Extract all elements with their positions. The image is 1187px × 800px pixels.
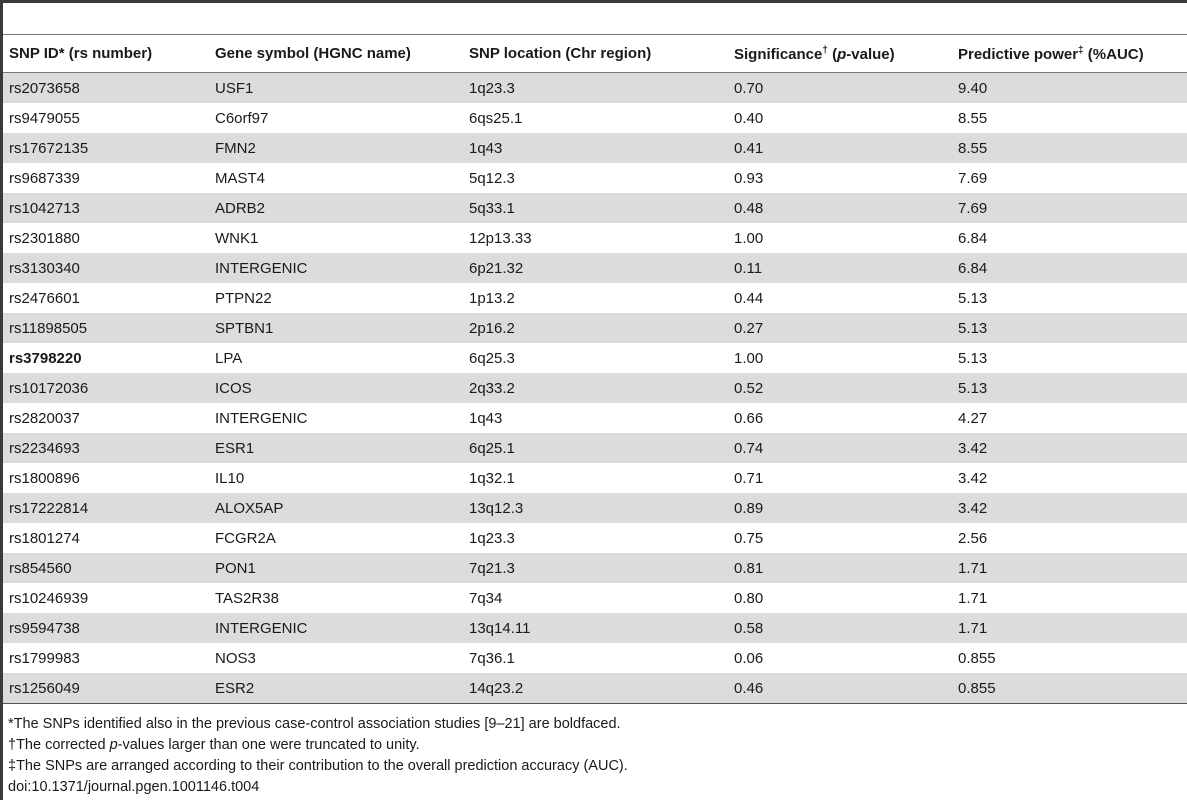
cell-gene-symbol: C6orf97	[215, 109, 269, 127]
cell-predictive-power: 7.69	[952, 193, 1187, 223]
cell-snp-location: 1q23.3	[469, 529, 515, 547]
table-row	[3, 283, 1187, 313]
table-row	[3, 403, 1187, 433]
header-predictive-power: Predictive power‡ (%AUC)	[952, 35, 1187, 73]
table-row	[3, 163, 1187, 193]
cell-significance: 0.81	[728, 553, 952, 583]
cell-predictive-power: 1.71	[952, 613, 1187, 643]
table-row	[3, 133, 1187, 163]
cell-predictive-power: 8.55	[952, 133, 1187, 163]
table-row	[3, 193, 1187, 223]
cell-snp-location: 1q23.3	[463, 73, 728, 104]
cell-predictive-power: 7.69	[958, 169, 988, 187]
cell-significance: 0.46	[728, 673, 952, 704]
cell-significance: 0.71	[734, 469, 764, 487]
cell-snp-id: rs1042713	[3, 193, 209, 223]
cell-predictive-power: 6.84	[958, 229, 988, 247]
cell-predictive-power: 5.13	[958, 349, 988, 367]
cell-gene-symbol: TAS2R38	[215, 589, 279, 607]
table-row	[3, 373, 1187, 403]
cell-snp-location: 6q25.1	[463, 433, 728, 463]
cell-predictive-power: 6.84	[952, 253, 1187, 283]
cell-significance: 0.11	[728, 253, 952, 283]
cell-snp-id: rs1801274	[9, 529, 80, 547]
table-row	[3, 223, 1187, 253]
cell-predictive-power: 5.13	[958, 289, 988, 307]
cell-snp-location: 6p21.32	[463, 253, 728, 283]
table-row	[3, 463, 1187, 493]
header-snp-id: SNP ID* (rs number)	[3, 35, 209, 73]
cell-snp-location: 12p13.33	[469, 229, 532, 247]
cell-snp-location: 5q12.3	[469, 169, 515, 187]
table-row	[3, 583, 1187, 613]
table-row	[3, 493, 1187, 523]
cell-gene-symbol: ALOX5AP	[209, 493, 463, 523]
cell-snp-id: rs2476601	[9, 289, 80, 307]
cell-significance: 0.41	[728, 133, 952, 163]
cell-gene-symbol: IL10	[215, 469, 245, 487]
cell-significance: 0.70	[728, 73, 952, 104]
cell-gene-symbol: INTERGENIC	[209, 253, 463, 283]
cell-gene-symbol: ADRB2	[209, 193, 463, 223]
table-footnotes	[3, 704, 1187, 798]
cell-gene-symbol: INTERGENIC	[209, 613, 463, 643]
cell-predictive-power: 8.55	[958, 109, 988, 127]
cell-snp-location: 2p16.2	[463, 313, 728, 343]
cell-gene-symbol: ICOS	[209, 373, 463, 403]
cell-snp-id: rs3130340	[3, 253, 209, 283]
cell-snp-id: rs10246939	[9, 589, 89, 607]
cell-snp-location: 6q25.3	[469, 349, 515, 367]
cell-snp-id: rs1799983	[9, 649, 80, 667]
table-row	[3, 433, 1187, 463]
table-row	[3, 643, 1187, 673]
table-row	[3, 673, 1187, 704]
cell-gene-symbol: LPA	[215, 349, 243, 367]
cell-snp-id: rs2820037	[9, 409, 80, 427]
cell-predictive-power: 3.42	[952, 493, 1187, 523]
cell-snp-id: rs9479055	[9, 109, 80, 127]
table-top-band	[3, 3, 1187, 35]
cell-gene-symbol: FMN2	[209, 133, 463, 163]
cell-predictive-power: 5.13	[952, 313, 1187, 343]
cell-predictive-power: 5.13	[952, 373, 1187, 403]
footnote-doi: doi:10.1371/journal.pgen.1001146.t004	[8, 779, 260, 795]
cell-snp-location: 2q33.2	[463, 373, 728, 403]
cell-gene-symbol: ESR2	[209, 673, 463, 704]
cell-snp-id: rs854560	[3, 553, 209, 583]
cell-gene-symbol: USF1	[209, 73, 463, 104]
cell-gene-symbol: SPTBN1	[209, 313, 463, 343]
cell-snp-id: rs2301880	[9, 229, 80, 247]
table-row	[3, 73, 1187, 104]
snp-table	[3, 35, 1187, 704]
table-row	[3, 343, 1187, 373]
table-row	[3, 523, 1187, 553]
cell-significance: 0.48	[728, 193, 952, 223]
header-gene-symbol: Gene symbol (HGNC name)	[209, 35, 463, 73]
cell-snp-location: 1p13.2	[469, 289, 515, 307]
header-snp-location: SNP location (Chr region)	[463, 35, 728, 73]
cell-snp-location: 14q23.2	[463, 673, 728, 704]
header-row	[3, 35, 1187, 73]
cell-gene-symbol: ESR1	[209, 433, 463, 463]
cell-gene-symbol: INTERGENIC	[215, 409, 308, 427]
cell-snp-id: rs1256049	[3, 673, 209, 704]
cell-snp-id: rs3798220	[9, 349, 82, 367]
cell-gene-symbol: NOS3	[215, 649, 256, 667]
cell-gene-symbol: PON1	[209, 553, 463, 583]
cell-significance: 0.66	[734, 409, 764, 427]
cell-snp-id: rs11898505	[3, 313, 209, 343]
cell-snp-location: 13q14.11	[463, 613, 728, 643]
cell-significance: 0.44	[734, 289, 764, 307]
cell-snp-id: rs17222814	[3, 493, 209, 523]
table-row	[3, 553, 1187, 583]
cell-predictive-power: 3.42	[952, 433, 1187, 463]
footnote-arranged: ‡The SNPs are arranged according to their contribution to the overall prediction accuracy (AUC).	[8, 758, 628, 774]
cell-predictive-power: 1.71	[952, 553, 1187, 583]
cell-significance: 0.93	[734, 169, 764, 187]
cell-significance: 0.89	[728, 493, 952, 523]
cell-significance: 0.74	[728, 433, 952, 463]
cell-gene-symbol: FCGR2A	[215, 529, 276, 547]
cell-predictive-power: 2.56	[958, 529, 988, 547]
cell-predictive-power: 3.42	[958, 469, 988, 487]
cell-significance: 0.40	[734, 109, 764, 127]
cell-snp-location: 5q33.1	[463, 193, 728, 223]
footnote-boldfaced: *The SNPs identified also in the previous case-control association studies [9–21] are boldfaced.	[8, 716, 621, 732]
cell-snp-location: 1q43	[463, 133, 728, 163]
cell-snp-location: 7q36.1	[469, 649, 515, 667]
cell-gene-symbol: MAST4	[215, 169, 266, 187]
footnote-truncated: †The corrected p-values larger than one were truncated to unity.	[8, 737, 420, 753]
table-row	[3, 103, 1187, 133]
cell-snp-location: 1q43	[469, 409, 503, 427]
table-row	[3, 613, 1187, 643]
cell-significance: 0.52	[728, 373, 952, 403]
cell-snp-location: 7q34	[469, 589, 503, 607]
cell-snp-id: rs10172036	[3, 373, 209, 403]
cell-snp-location: 13q12.3	[463, 493, 728, 523]
cell-snp-id: rs9687339	[9, 169, 80, 187]
cell-snp-id: rs1800896	[9, 469, 80, 487]
cell-gene-symbol: WNK1	[215, 229, 259, 247]
cell-snp-id: rs2073658	[3, 73, 209, 104]
cell-predictive-power: 0.855	[958, 649, 996, 667]
cell-significance: 0.06	[734, 649, 764, 667]
cell-predictive-power: 1.71	[958, 589, 988, 607]
cell-predictive-power: 9.40	[952, 73, 1187, 104]
cell-snp-id: rs9594738	[3, 613, 209, 643]
cell-significance: 1.00	[734, 229, 764, 247]
cell-predictive-power: 0.855	[952, 673, 1187, 704]
cell-snp-location: 1q32.1	[469, 469, 515, 487]
cell-significance: 0.75	[734, 529, 764, 547]
header-significance: Significance† (p-value)	[728, 35, 952, 73]
cell-snp-id: rs2234693	[3, 433, 209, 463]
cell-significance: 0.80	[734, 589, 764, 607]
cell-snp-location: 7q21.3	[463, 553, 728, 583]
cell-snp-id: rs17672135	[3, 133, 209, 163]
table-row	[3, 253, 1187, 283]
cell-snp-location: 6qs25.1	[469, 109, 523, 127]
cell-significance: 1.00	[734, 349, 764, 367]
cell-predictive-power: 4.27	[958, 409, 988, 427]
table-row	[3, 313, 1187, 343]
cell-significance: 0.27	[728, 313, 952, 343]
cell-gene-symbol: PTPN22	[215, 289, 272, 307]
cell-significance: 0.58	[728, 613, 952, 643]
